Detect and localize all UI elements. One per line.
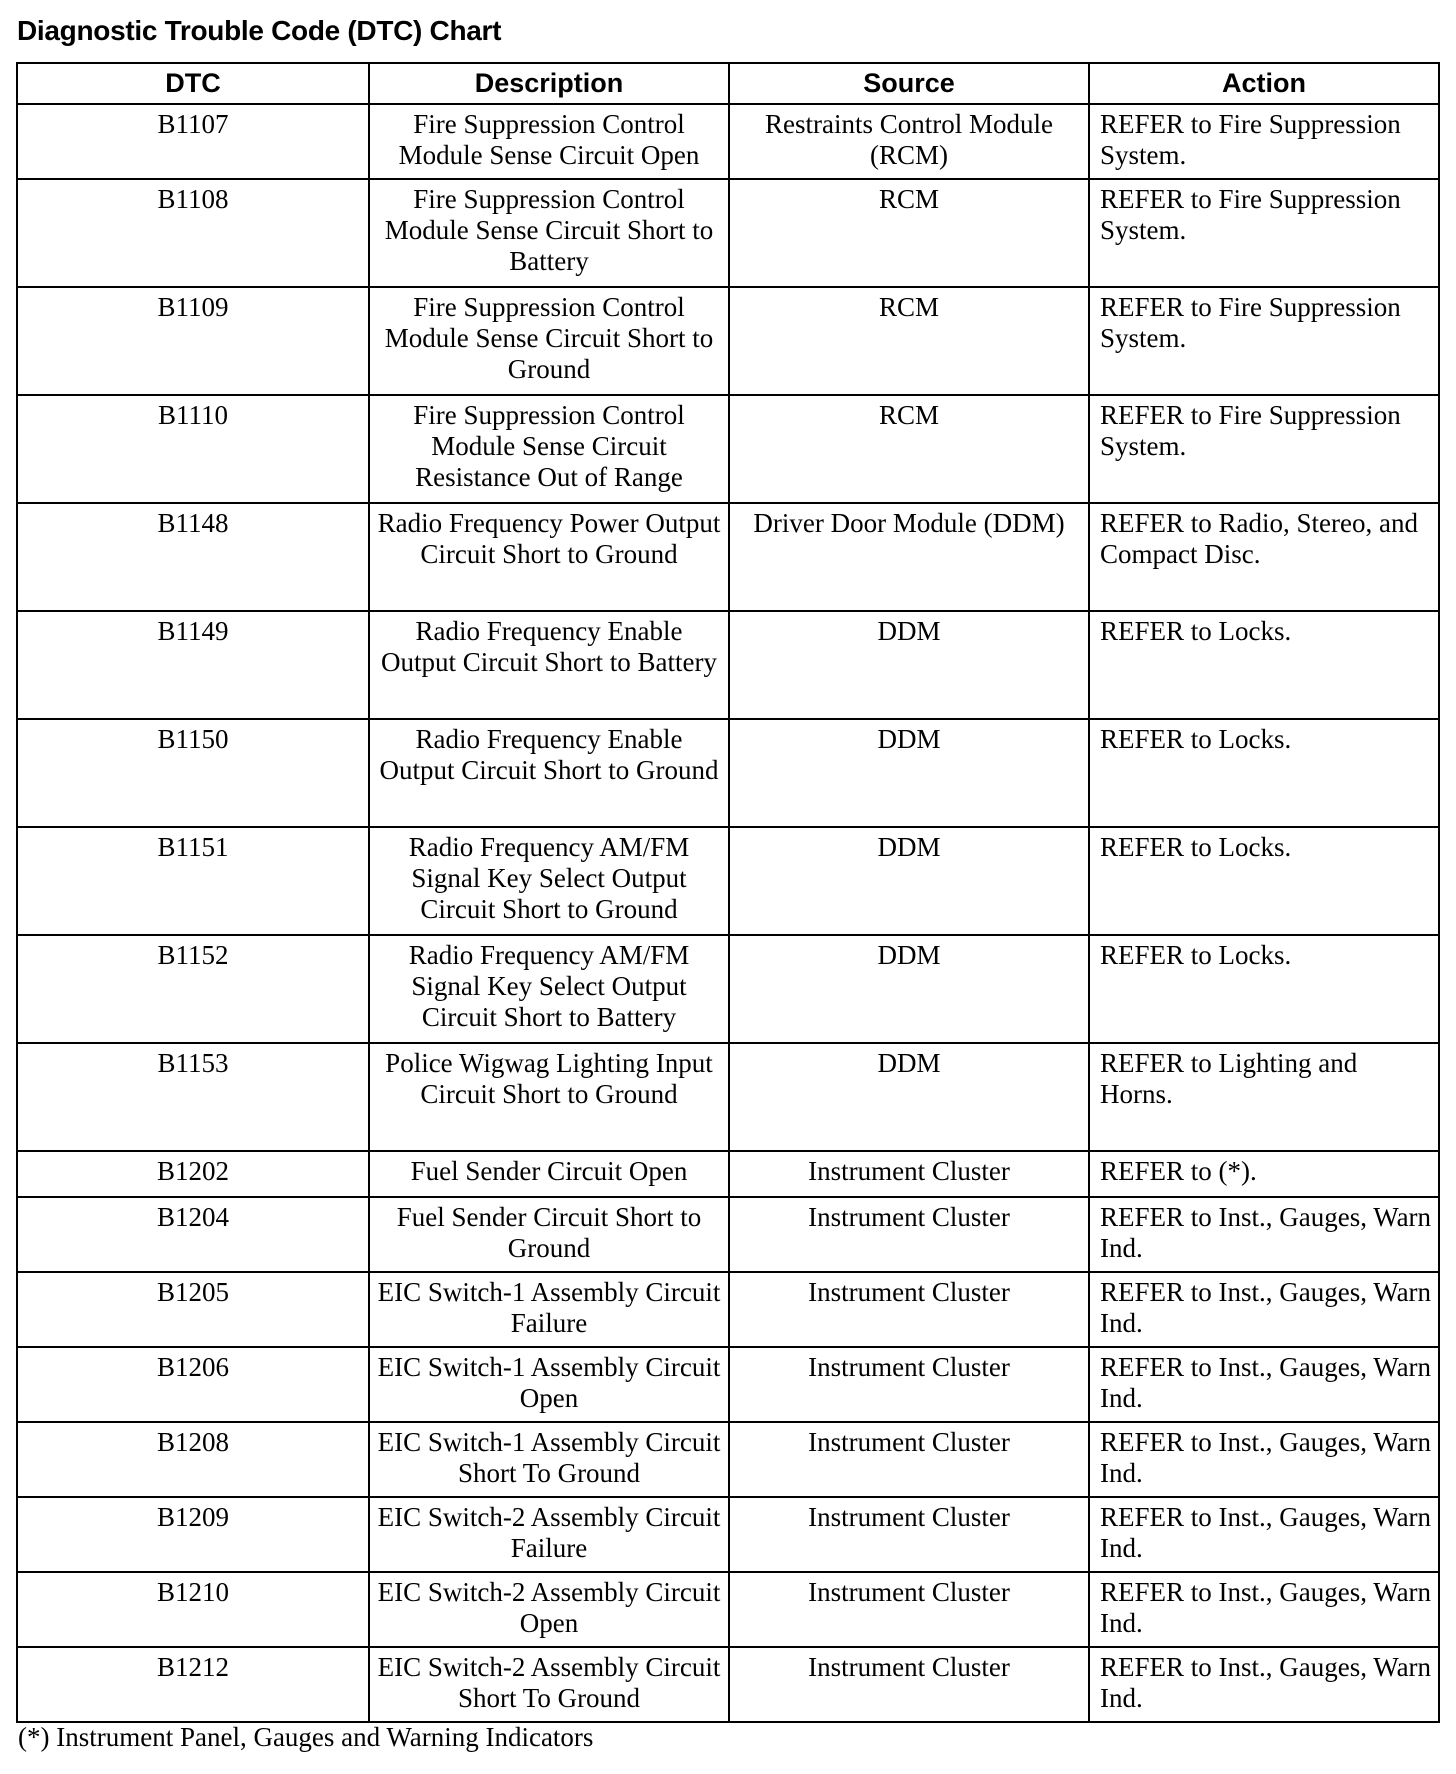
action-cell: REFER to Fire Suppression System. [1089, 179, 1439, 287]
description-cell: EIC Switch-2 Assembly Circuit Failure [369, 1497, 729, 1572]
description-cell: Radio Frequency AM/FM Signal Key Select Output Circuit Short to Battery [369, 935, 729, 1043]
description-cell: Fire Suppression Control Module Sense Circuit Short to Ground [369, 287, 729, 395]
action-cell: REFER to Radio, Stereo, and Compact Disc. [1089, 503, 1439, 611]
dtc-code-cell: B1149 [17, 611, 369, 719]
table-row [17, 287, 1439, 395]
action-cell: REFER to Locks. [1089, 611, 1439, 719]
action-cell: REFER to Locks. [1089, 719, 1439, 827]
table-row [17, 1151, 1439, 1197]
table-row [17, 1572, 1439, 1647]
source-cell: RCM [729, 395, 1089, 503]
source-cell: DDM [729, 719, 1089, 827]
source-cell: Instrument Cluster [729, 1197, 1089, 1272]
source-cell: DDM [729, 611, 1089, 719]
action-cell: REFER to Lighting and Horns. [1089, 1043, 1439, 1151]
source-cell: Instrument Cluster [729, 1272, 1089, 1347]
dtc-code-cell: B1148 [17, 503, 369, 611]
table-header-row [17, 63, 1439, 104]
footnote: (*) Instrument Panel, Gauges and Warning Indicators [18, 1722, 594, 1752]
dtc-code-cell: B1110 [17, 395, 369, 503]
dtc-code-cell: B1202 [17, 1151, 369, 1197]
action-cell: REFER to Inst., Gauges, Warn Ind. [1089, 1497, 1439, 1572]
description-cell: Fire Suppression Control Module Sense Circuit Short to Battery [369, 179, 729, 287]
source-cell: RCM [729, 179, 1089, 287]
dtc-code-cell: B1204 [17, 1197, 369, 1272]
action-cell: REFER to Inst., Gauges, Warn Ind. [1089, 1572, 1439, 1647]
description-cell: Fuel Sender Circuit Open [369, 1151, 729, 1197]
table-row [17, 935, 1439, 1043]
action-cell: REFER to Inst., Gauges, Warn Ind. [1089, 1197, 1439, 1272]
action-cell: REFER to Inst., Gauges, Warn Ind. [1089, 1272, 1439, 1347]
description-cell: Radio Frequency AM/FM Signal Key Select Output Circuit Short to Ground [369, 827, 729, 935]
table-row [17, 179, 1439, 287]
description-cell: EIC Switch-1 Assembly Circuit Failure [369, 1272, 729, 1347]
dtc-code-cell: B1209 [17, 1497, 369, 1572]
table-row [17, 1272, 1439, 1347]
source-cell: Instrument Cluster [729, 1497, 1089, 1572]
action-cell: REFER to Inst., Gauges, Warn Ind. [1089, 1347, 1439, 1422]
table-row [17, 503, 1439, 611]
description-cell: Fire Suppression Control Module Sense Circuit Resistance Out of Range [369, 395, 729, 503]
dtc-code-cell: B1153 [17, 1043, 369, 1151]
description-cell: Police Wigwag Lighting Input Circuit Short to Ground [369, 1043, 729, 1151]
description-cell: EIC Switch-1 Assembly Circuit Open [369, 1347, 729, 1422]
page-title: Diagnostic Trouble Code (DTC) Chart [17, 15, 502, 46]
table-row [17, 1422, 1439, 1497]
source-cell: DDM [729, 935, 1089, 1043]
description-cell: EIC Switch-2 Assembly Circuit Short To Ground [369, 1647, 729, 1722]
column-header-description: Description [369, 63, 729, 104]
column-header-source: Source [729, 63, 1089, 104]
source-cell: Instrument Cluster [729, 1422, 1089, 1497]
action-cell: REFER to Inst., Gauges, Warn Ind. [1089, 1422, 1439, 1497]
description-cell: EIC Switch-2 Assembly Circuit Open [369, 1572, 729, 1647]
description-cell: Fire Suppression Control Module Sense Circuit Open [369, 104, 729, 179]
description-cell: Radio Frequency Power Output Circuit Short to Ground [369, 503, 729, 611]
dtc-code-cell: B1151 [17, 827, 369, 935]
source-cell: Instrument Cluster [729, 1151, 1089, 1197]
dtc-code-cell: B1150 [17, 719, 369, 827]
table-row [17, 104, 1439, 179]
action-cell: REFER to Inst., Gauges, Warn Ind. [1089, 1647, 1439, 1722]
action-cell: REFER to Fire Suppression System. [1089, 104, 1439, 179]
dtc-code-cell: B1108 [17, 179, 369, 287]
table-row [17, 827, 1439, 935]
table-row [17, 1347, 1439, 1422]
dtc-code-cell: B1206 [17, 1347, 369, 1422]
dtc-code-cell: B1107 [17, 104, 369, 179]
action-cell: REFER to Fire Suppression System. [1089, 395, 1439, 503]
source-cell: Driver Door Module (DDM) [729, 503, 1089, 611]
action-cell: REFER to Locks. [1089, 935, 1439, 1043]
description-cell: Fuel Sender Circuit Short to Ground [369, 1197, 729, 1272]
action-cell: REFER to Fire Suppression System. [1089, 287, 1439, 395]
source-cell: DDM [729, 1043, 1089, 1151]
dtc-code-cell: B1205 [17, 1272, 369, 1347]
description-cell: Radio Frequency Enable Output Circuit Short to Ground [369, 719, 729, 827]
description-cell: EIC Switch-1 Assembly Circuit Short To Ground [369, 1422, 729, 1497]
dtc-code-cell: B1109 [17, 287, 369, 395]
column-header-action: Action [1089, 63, 1439, 104]
table-row [17, 1497, 1439, 1572]
column-header-dtc: DTC [17, 63, 369, 104]
description-cell: Radio Frequency Enable Output Circuit Short to Battery [369, 611, 729, 719]
table-row [17, 1197, 1439, 1272]
action-cell: REFER to Locks. [1089, 827, 1439, 935]
source-cell: Instrument Cluster [729, 1347, 1089, 1422]
table-row [17, 719, 1439, 827]
dtc-table [16, 62, 1440, 1723]
action-cell: REFER to (*). [1089, 1151, 1439, 1197]
dtc-code-cell: B1208 [17, 1422, 369, 1497]
dtc-code-cell: B1210 [17, 1572, 369, 1647]
source-cell: Restraints Control Module (RCM) [729, 104, 1089, 179]
table-row [17, 611, 1439, 719]
source-cell: RCM [729, 287, 1089, 395]
table-row [17, 1647, 1439, 1722]
source-cell: DDM [729, 827, 1089, 935]
dtc-code-cell: B1212 [17, 1647, 369, 1722]
dtc-code-cell: B1152 [17, 935, 369, 1043]
table-row [17, 395, 1439, 503]
source-cell: Instrument Cluster [729, 1647, 1089, 1722]
source-cell: Instrument Cluster [729, 1572, 1089, 1647]
table-row [17, 1043, 1439, 1151]
